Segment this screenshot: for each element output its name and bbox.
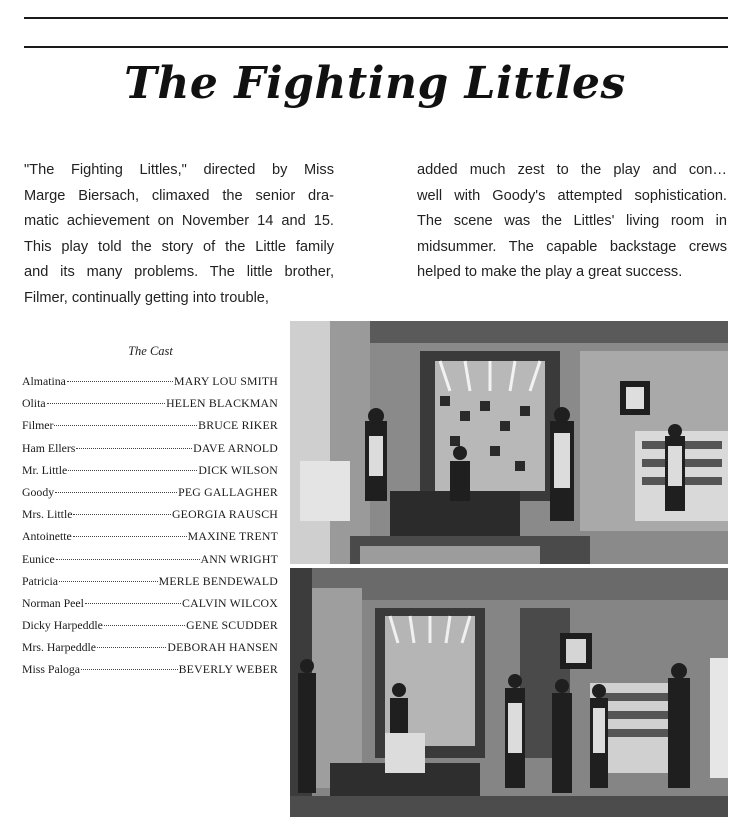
top-rule xyxy=(24,17,728,19)
cast-role: Ham Ellers xyxy=(22,440,76,455)
cast-row xyxy=(22,662,278,684)
cast-role: Olita xyxy=(22,396,46,411)
cast-role: Almatina xyxy=(22,374,66,388)
cast-actor: MAXINE TRENT xyxy=(187,529,278,544)
text-line: Marge Biersach, climaxed the senior dra- xyxy=(24,187,334,204)
cast-row xyxy=(22,552,278,574)
text-line: matic achievement on November 14 and 15. xyxy=(24,213,334,230)
cast-actor: HELEN BLACKMAN xyxy=(166,396,278,411)
article-title: The Fighting Littles xyxy=(124,58,626,109)
cast-role: Patricia xyxy=(22,573,59,588)
cast-row xyxy=(22,463,278,485)
cast-role: Antoinette xyxy=(22,529,72,544)
cast-role: Goody xyxy=(22,484,55,499)
stage-photo-2-image xyxy=(290,568,728,817)
cast-row xyxy=(22,574,278,596)
cast-role: Mrs. Harpeddle xyxy=(22,640,97,655)
cast-row xyxy=(22,441,278,463)
cast-list xyxy=(22,374,278,685)
cast-actor: BEVERLY WEBER xyxy=(178,662,278,677)
leader-dots xyxy=(54,425,197,426)
cast-actor: PEG GALLAGHER xyxy=(178,484,278,499)
article-column-left xyxy=(24,158,334,312)
leader-dots xyxy=(73,514,170,515)
cast-actor: MERLE BENDEWALD xyxy=(158,573,278,588)
stage-photo-2 xyxy=(290,568,728,817)
leader-dots xyxy=(81,669,178,670)
text-line: The scene was the Littles' living room in xyxy=(417,213,727,230)
cast-actor: DICK WILSON xyxy=(198,462,278,477)
cast-role: Miss Paloga xyxy=(22,662,81,677)
text-line: "The Fighting Littles," directed by Miss xyxy=(24,162,334,178)
cast-role: Mrs. Little xyxy=(22,507,73,522)
stage-photo-1-image xyxy=(290,321,728,564)
cast-actor: GENE SCUDDER xyxy=(186,618,278,633)
leader-dots xyxy=(59,581,158,582)
cast-actor: ANN WRIGHT xyxy=(200,551,278,566)
cast-actor: CALVIN WILCOX xyxy=(182,595,278,610)
cast-role: Norman Peel xyxy=(22,595,84,610)
cast-row xyxy=(22,507,278,529)
text-line: Filmer, continually getting into trouble, xyxy=(24,289,269,306)
cast-row xyxy=(22,485,278,507)
cast-actor: DEBORAH HANSEN xyxy=(167,640,278,655)
text-line: well with Goody's attempted sophistication. xyxy=(417,187,727,204)
cast-row xyxy=(22,618,278,640)
cast-actor: MARY LOU SMITH xyxy=(174,374,278,388)
leader-dots xyxy=(67,381,173,382)
text-line: This play told the story of the Little family xyxy=(24,238,334,255)
cast-actor: BRUCE RIKER xyxy=(198,418,278,433)
cast-row xyxy=(22,596,278,618)
text-line: midsummer. The capable backstage crews xyxy=(417,238,727,255)
cast-row xyxy=(22,640,278,662)
leader-dots xyxy=(56,559,200,560)
cast-role: Filmer xyxy=(22,418,54,433)
cast-role: Eunice xyxy=(22,551,55,566)
cast-role: Dicky Harpeddle xyxy=(22,618,103,633)
leader-dots xyxy=(85,603,181,604)
leader-dots xyxy=(73,536,187,537)
article-column-right xyxy=(417,158,727,286)
text-line: helped to make the play a great success. xyxy=(417,264,683,281)
leader-dots xyxy=(68,470,197,471)
cast-row xyxy=(22,374,278,396)
leader-dots xyxy=(47,403,165,404)
cast-heading: The Cast xyxy=(128,344,173,358)
leader-dots xyxy=(76,448,192,449)
cast-row xyxy=(22,418,278,440)
stage-photo-1 xyxy=(290,321,728,564)
leader-dots xyxy=(104,625,185,626)
text-line: added much zest to the play and con… xyxy=(417,162,727,178)
leader-dots xyxy=(97,647,166,648)
cast-actor: GEORGIA RAUSCH xyxy=(171,507,278,522)
cast-role: Mr. Little xyxy=(22,462,68,477)
cast-actor: DAVE ARNOLD xyxy=(193,440,278,455)
header-rule xyxy=(24,46,728,48)
cast-row xyxy=(22,396,278,418)
cast-row xyxy=(22,529,278,551)
text-line: and its many problems. The little brother, xyxy=(24,264,334,281)
leader-dots xyxy=(55,492,177,493)
